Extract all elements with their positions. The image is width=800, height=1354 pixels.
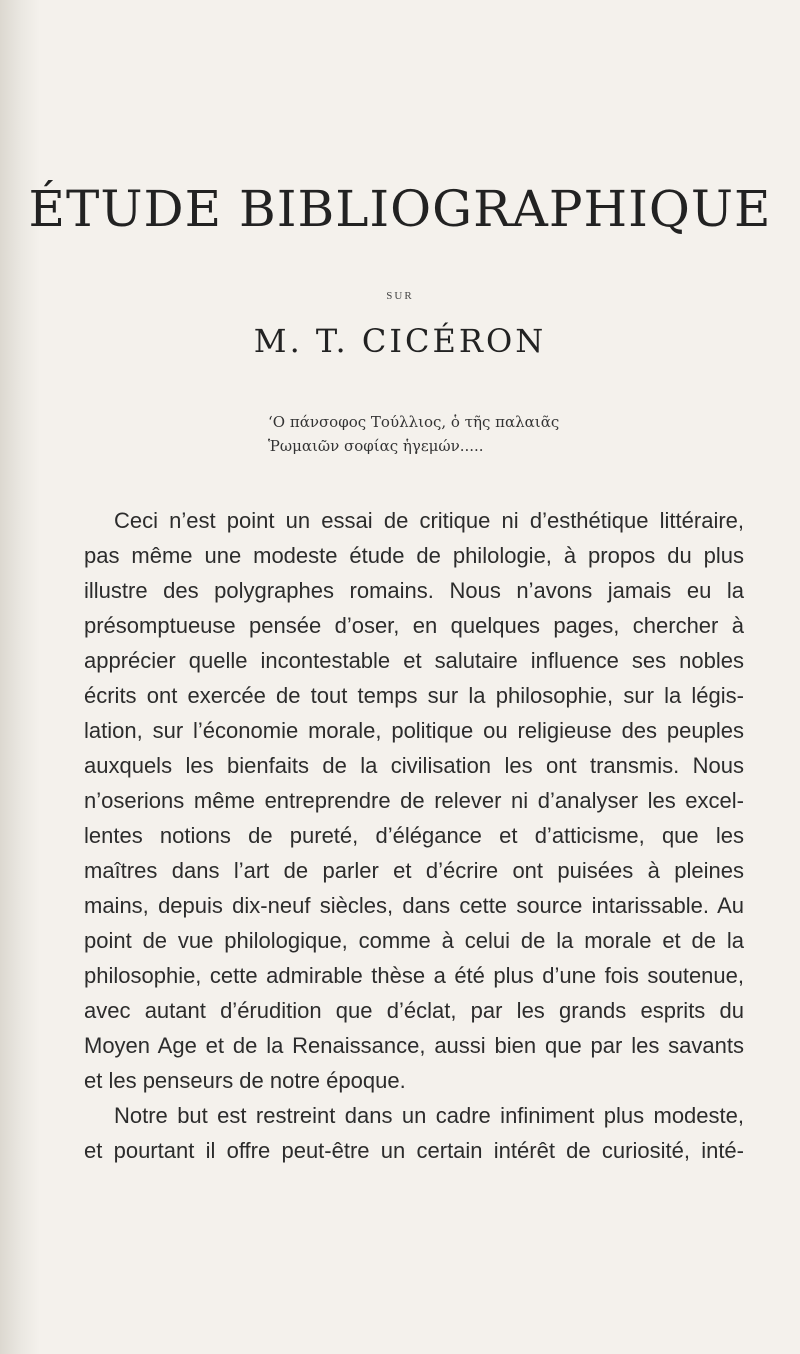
body-text bbox=[84, 503, 744, 1168]
text-line: apprécier quelle incontestable et salutaire influence ses nobles bbox=[84, 648, 744, 673]
subtitle-sur: SUR bbox=[386, 290, 414, 302]
text-line: point de vue philologique, comme à celui de la morale et de la bbox=[84, 928, 744, 953]
text-line: mains, depuis dix-neuf siècles, dans cette source intarissable. Au bbox=[84, 893, 744, 918]
text-line: lation, sur l’économie morale, politique ou religieuse des peuples bbox=[84, 718, 744, 743]
text-line: présomptueuse pensée d’oser, en quelques pages, chercher à bbox=[84, 613, 744, 638]
text-line: écrits ont exercée de tout temps sur la philosophie, sur la légis- bbox=[84, 683, 744, 708]
text-line: Notre but est restreint dans un cadre infiniment plus modeste, bbox=[114, 1103, 744, 1128]
epigraph-line: Ῥωμαιῶν σοφίας ἡγεμών..... bbox=[268, 437, 484, 455]
text-line: et les penseurs de notre époque. bbox=[84, 1068, 406, 1093]
text-line: illustre des polygraphes romains. Nous n’avons jamais eu la bbox=[84, 578, 744, 603]
text-line: Ceci n’est point un essai de critique ni d’esthétique littéraire, bbox=[114, 508, 744, 533]
text-line: et pourtant il offre peut-être un certain intérêt de curiosité, inté- bbox=[84, 1138, 744, 1163]
text-line: maîtres dans l’art de parler et d’écrire ont puisées à pleines bbox=[84, 858, 744, 883]
text-line: n’oserions même entreprendre de relever ni d’analyser les excel- bbox=[84, 788, 744, 813]
text-line: pas même une modeste étude de philologie, à propos du plus bbox=[84, 543, 744, 568]
greek-epigraph bbox=[268, 410, 768, 458]
text-line: auxquels les bienfaits de la civilisation les ont transmis. Nous bbox=[84, 753, 744, 778]
epigraph-line: ‘Ο πάνσοφος Τούλλιος, ὁ τῆς παλαιᾶς bbox=[268, 413, 560, 431]
text-line: lentes notions de pureté, d’élégance et d’atticisme, que les bbox=[84, 823, 744, 848]
text-line: philosophie, cette admirable thèse a été plus d’une fois soutenue, bbox=[84, 963, 744, 988]
author-name: M. T. CICÉRON bbox=[253, 322, 547, 360]
text-line: Moyen Age et de la Renaissance, aussi bien que par les savants bbox=[84, 1033, 744, 1058]
page-title: ÉTUDE BIBLIOGRAPHIQUE bbox=[28, 180, 772, 238]
text-line: avec autant d’érudition que d’éclat, par les grands esprits du bbox=[84, 998, 744, 1023]
